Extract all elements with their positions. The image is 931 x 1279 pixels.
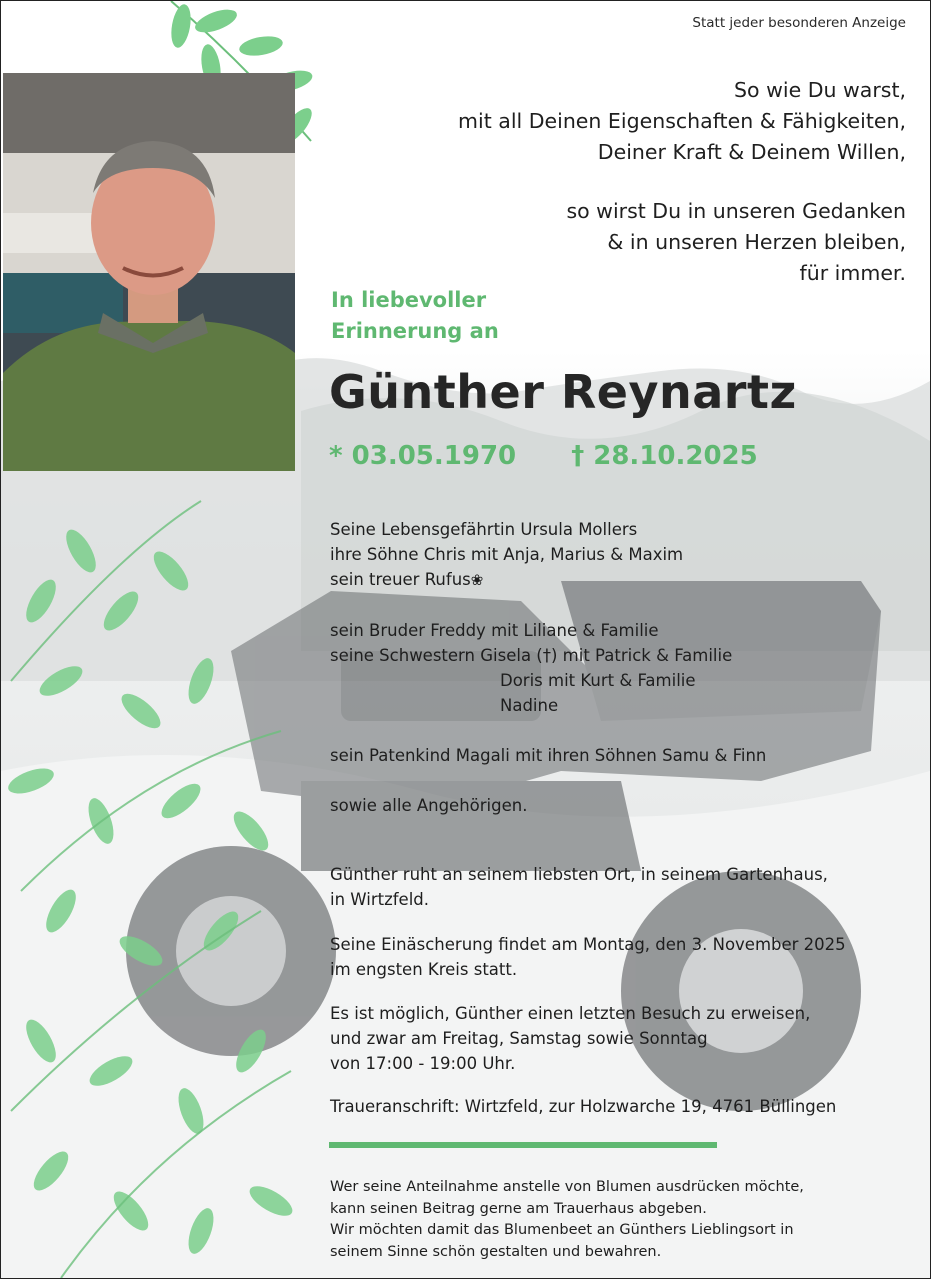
info-line: im engsten Kreis statt. (330, 960, 518, 979)
info-line: und zwar am Freitag, Samstag sowie Sonntag (330, 1029, 708, 1048)
visitation-info (330, 1001, 810, 1076)
memory-line: In liebevoller (331, 288, 487, 312)
portrait-photo (3, 73, 295, 471)
family-relatives: sowie alle Angehörigen. (330, 796, 528, 815)
info-line: von 17:00 - 19:00 Uhr. (330, 1054, 516, 1073)
memory-line: Erinnerung an (331, 319, 499, 343)
birth-date: * 03.05.1970 (329, 441, 517, 471)
deceased-name: Günther Reynartz (329, 365, 797, 419)
verse-line: & in unseren Herzen bleiben, (607, 230, 906, 254)
notice-label: Statt jeder besonderen Anzeige (692, 15, 906, 31)
paw-icon: ❀ (470, 571, 484, 589)
family-godchild: sein Patenkind Magali mit ihren Söhnen Samu & Finn (330, 746, 767, 765)
family-line: Nadine (500, 696, 559, 715)
family-line (330, 567, 683, 593)
note-line: kann seinen Beitrag gerne am Trauerhaus abgeben. (330, 1200, 707, 1217)
death-date: † 28.10.2025 (571, 441, 758, 471)
mourning-address: Traueranschrift: Wirtzfeld, zur Holzwarche 19, 4761 Büllingen (330, 1097, 837, 1116)
info-line: Es ist möglich, Günther einen letzten Besuch zu erweisen, (330, 1004, 811, 1023)
family-group-siblings (330, 618, 732, 718)
verse-stanza-2 (566, 196, 906, 289)
verse-stanza-1 (458, 75, 906, 168)
family-line: sein Bruder Freddy mit Liliane & Familie (330, 621, 659, 640)
info-line: in Wirtzfeld. (330, 890, 429, 909)
verse-line: So wie Du warst, (734, 78, 906, 102)
family-line: ihre Söhne Chris mit Anja, Marius & Maxim (330, 545, 684, 564)
verse-line: für immer. (799, 261, 906, 285)
life-dates (329, 441, 758, 471)
divider-line (329, 1142, 717, 1148)
info-line: Seine Einäscherung findet am Montag, den 3. November 2025 (330, 935, 846, 954)
note-line: Wer seine Anteilnahme anstelle von Blumen ausdrücken möchte, (330, 1179, 804, 1195)
verse-line: so wirst Du in unseren Gedanken (566, 199, 906, 223)
cremation-info (330, 932, 846, 982)
verse-line: mit all Deinen Eigenschaften & Fähigkeiten, (458, 109, 906, 133)
family-line: Seine Lebensgefährtin Ursula Mollers (330, 520, 638, 539)
info-line: Günther ruht an seinem liebsten Ort, in seinem Gartenhaus, (330, 865, 828, 884)
memory-heading (331, 285, 499, 347)
note-line: seinem Sinne schön gestalten und bewahren. (330, 1243, 662, 1260)
family-line: seine Schwestern Gisela (†) mit Patrick & Familie (330, 646, 733, 665)
note-line: Wir möchten damit das Blumenbeet an Günthers Lieblingsort in (330, 1222, 794, 1238)
verse-line: Deiner Kraft & Deinem Willen, (597, 140, 906, 164)
donation-note (330, 1177, 804, 1263)
resting-place-info (330, 862, 828, 912)
family-pet-text: sein treuer Rufus (330, 570, 471, 589)
family-group-partner-children (330, 517, 683, 593)
family-line: Doris mit Kurt & Familie (500, 671, 696, 690)
